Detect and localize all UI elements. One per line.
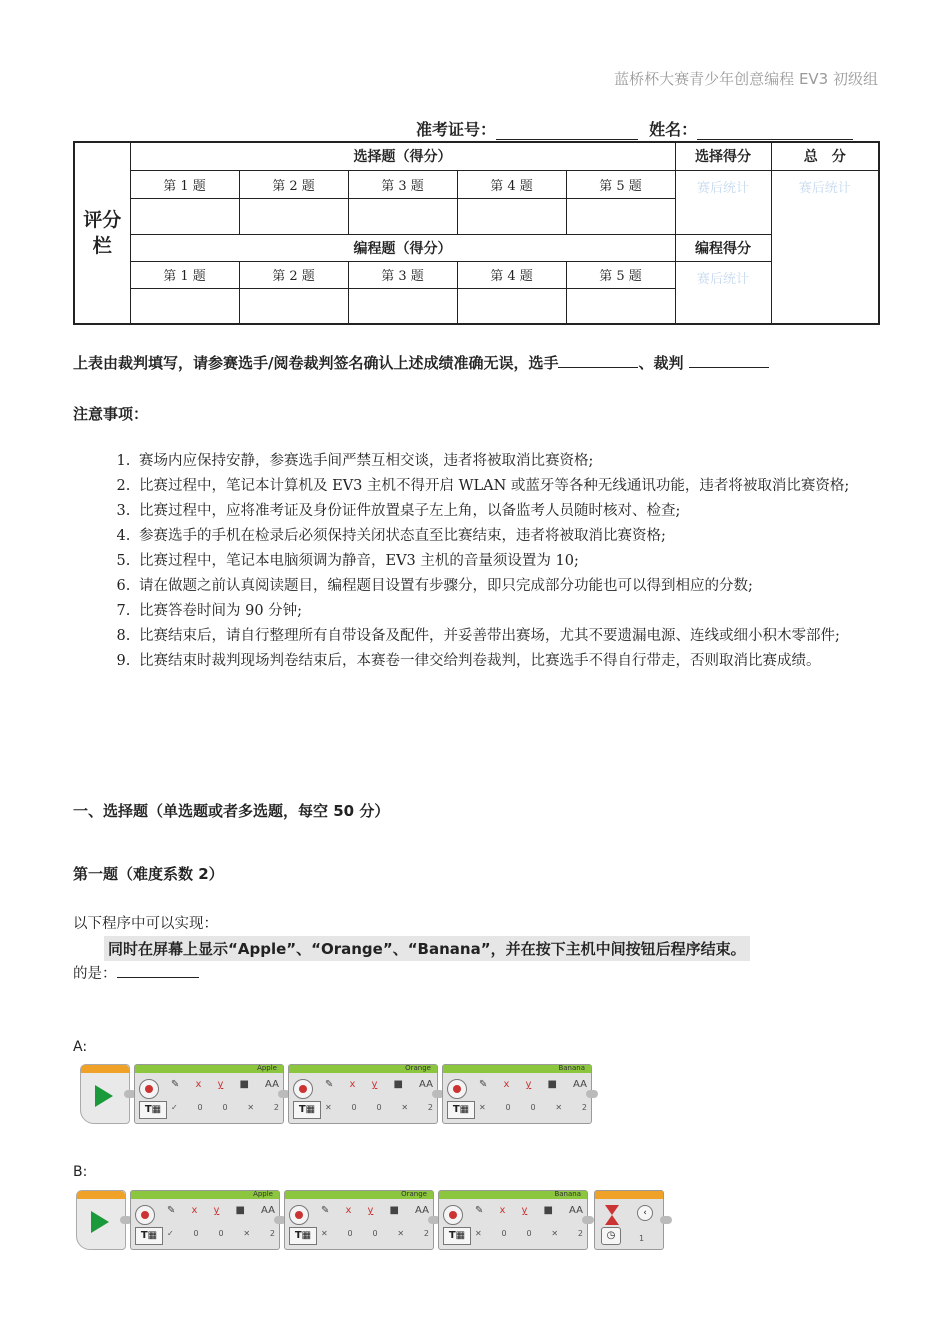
answer-blank[interactable] xyxy=(117,963,199,978)
display-text: Orange xyxy=(401,1190,427,1198)
choice-q1: 第 1 题 xyxy=(130,170,239,198)
program-q1: 第 1 题 xyxy=(130,261,239,288)
program-score-5[interactable] xyxy=(566,288,675,324)
confirm-text: 上表由裁判填写，请参赛选手/阅卷裁判签名确认上述成绩准确无误，选手 xyxy=(73,354,559,372)
display-block-orange: Orange ✎ x y ■ AA T▦ ✕ 0 0 ✕ 2 xyxy=(288,1064,438,1124)
choice-q4: 第 4 题 xyxy=(457,170,566,198)
program-score-header: 编程得分 xyxy=(675,234,771,261)
confirm-line xyxy=(73,352,769,373)
note-item: 2. 比赛过程中，笔记本计算机及 EV3 主机不得开启 WLAN 或蓝牙等各种无线通讯功能，违者将被取消比赛资格; xyxy=(135,474,910,499)
display-mode-icon xyxy=(443,1205,463,1225)
section-title: 一、选择题（单选题或者多选题，每空 50 分） xyxy=(73,802,390,820)
answer-label: 的是： xyxy=(73,966,117,982)
start-block xyxy=(80,1064,130,1124)
brick-button-icon: ‹ xyxy=(637,1205,653,1221)
notes-title: 注意事项： xyxy=(73,405,149,423)
display-block-apple: Apple ✎ x y ■ AA T▦ ✓ 0 0 ✕ 2 xyxy=(134,1064,284,1124)
program-a xyxy=(80,1064,600,1126)
note-item: 4. 参赛选手的手机在检录后必须保持关闭状态直至比赛结束，违者将被取消比赛资格; xyxy=(135,524,910,549)
notes-list xyxy=(107,449,910,674)
option-b-label[interactable]: B: xyxy=(73,1164,88,1180)
name-label: 姓名： xyxy=(649,120,698,139)
display-mode-icon xyxy=(289,1205,309,1225)
option-a-label[interactable]: A: xyxy=(73,1039,88,1055)
note-item: 8. 比赛结束后，请自行整理所有自带设备及配件，并妥善带出赛场，尤其不要遗漏电源、连线或细小积木零部件; xyxy=(135,624,910,649)
program-header: 编程题（得分） xyxy=(130,234,675,261)
text-mode-icon: T▦ xyxy=(289,1227,317,1245)
note-item: 3. 比赛过程中，应将准考证及身份证件放置桌子左上角，以备监考人员随时核对、检查; xyxy=(135,499,910,524)
text-mode-icon: T▦ xyxy=(139,1101,167,1119)
choice-q5: 第 5 题 xyxy=(566,170,675,198)
play-icon xyxy=(91,1211,109,1233)
display-mode-icon xyxy=(447,1079,467,1099)
choice-header: 选择题（得分） xyxy=(130,142,675,170)
note-item: 7. 比赛答卷时间为 90 分钟; xyxy=(135,599,910,624)
program-q4: 第 4 题 xyxy=(457,261,566,288)
choice-q2: 第 2 题 xyxy=(239,170,348,198)
text-mode-icon: T▦ xyxy=(293,1101,321,1119)
display-mode-icon xyxy=(293,1079,313,1099)
exam-id-label: 准考证号： xyxy=(416,120,497,139)
total-header: 总 分 xyxy=(771,142,879,170)
hourglass-icon xyxy=(605,1205,619,1215)
choice-score-header: 选择得分 xyxy=(675,142,771,170)
choice-score-1[interactable] xyxy=(130,198,239,234)
confirm-text-referee: 、裁判 xyxy=(638,354,684,372)
wait-value: 1 xyxy=(639,1234,645,1243)
choice-q3: 第 3 题 xyxy=(348,170,457,198)
program-q5: 第 5 题 xyxy=(566,261,675,288)
program-q2: 第 2 题 xyxy=(239,261,348,288)
choice-score-2[interactable] xyxy=(239,198,348,234)
note-item: 9. 比赛结束时裁判现场判卷结束后，本赛卷一律交给判卷裁判，比赛选手不得自行带走，否则取消比赛成绩。 xyxy=(135,649,910,674)
note-item: 6. 请在做题之前认真阅读题目，编程题目设置有步骤分，即只完成部分功能也可以得到相应的分数; xyxy=(135,574,910,599)
display-block-apple: Apple ✎ x y ■ AA T▦ ✓ 0 0 ✕ 2 xyxy=(130,1190,280,1250)
play-icon xyxy=(95,1085,113,1107)
score-side-label: 评分 栏 xyxy=(74,142,130,324)
total-score-cell[interactable]: 赛后统计 xyxy=(771,170,879,324)
text-mode-icon: T▦ xyxy=(135,1227,163,1245)
wait-block xyxy=(594,1190,664,1250)
name-blank[interactable] xyxy=(697,121,853,140)
choice-score-3[interactable] xyxy=(348,198,457,234)
program-score-4[interactable] xyxy=(457,288,566,324)
display-text: Apple xyxy=(257,1064,277,1072)
question-title: 第一题（难度系数 2） xyxy=(73,865,224,883)
contestant-sign-blank[interactable] xyxy=(558,353,638,368)
program-score-1[interactable] xyxy=(130,288,239,324)
program-b xyxy=(76,1190,676,1252)
display-block-orange: Orange ✎ x y ■ AA T▦ ✕ 0 0 ✕ 2 xyxy=(284,1190,434,1250)
header-title: 蓝桥杯大赛青少年创意编程 EV3 初级组 xyxy=(614,70,878,88)
display-block-banana: Banana ✎ x y ■ AA T▦ ✕ 0 0 ✕ 2 xyxy=(442,1064,592,1124)
question-requirement: 同时在屏幕上显示“Apple”、“Orange”、“Banana”，并在按下主机中间按钮后程序结束。 xyxy=(104,936,750,961)
note-item: 5. 比赛过程中，笔记本电脑须调为静音，EV3 主机的音量须设置为 10; xyxy=(135,549,910,574)
text-mode-icon: T▦ xyxy=(447,1101,475,1119)
question-intro: 以下程序中可以实现： xyxy=(73,916,218,932)
display-text: Banana xyxy=(554,1190,581,1198)
display-block-banana: Banana ✎ x y ■ AA T▦ ✕ 0 0 ✕ 2 xyxy=(438,1190,588,1250)
program-score-3[interactable] xyxy=(348,288,457,324)
start-block xyxy=(76,1190,126,1250)
answer-line xyxy=(73,962,199,983)
display-text: Banana xyxy=(558,1064,585,1072)
choice-score-5[interactable] xyxy=(566,198,675,234)
referee-sign-blank[interactable] xyxy=(689,353,769,368)
display-text: Orange xyxy=(405,1064,431,1072)
program-score-cell[interactable]: 赛后统计 xyxy=(675,261,771,324)
program-score-2[interactable] xyxy=(239,288,348,324)
choice-score-4[interactable] xyxy=(457,198,566,234)
display-text: Apple xyxy=(253,1190,273,1198)
exam-id-blank[interactable] xyxy=(496,121,638,140)
wait-mode-icon: ◷ xyxy=(601,1227,621,1245)
score-table xyxy=(73,141,880,325)
display-mode-icon xyxy=(139,1079,159,1099)
display-mode-icon xyxy=(135,1205,155,1225)
text-mode-icon: T▦ xyxy=(443,1227,471,1245)
note-item: 1. 赛场内应保持安静，参赛选手间严禁互相交谈，违者将被取消比赛资格; xyxy=(135,449,910,474)
choice-score-cell[interactable]: 赛后统计 xyxy=(675,170,771,234)
program-q3: 第 3 题 xyxy=(348,261,457,288)
exam-info-line xyxy=(416,117,853,140)
